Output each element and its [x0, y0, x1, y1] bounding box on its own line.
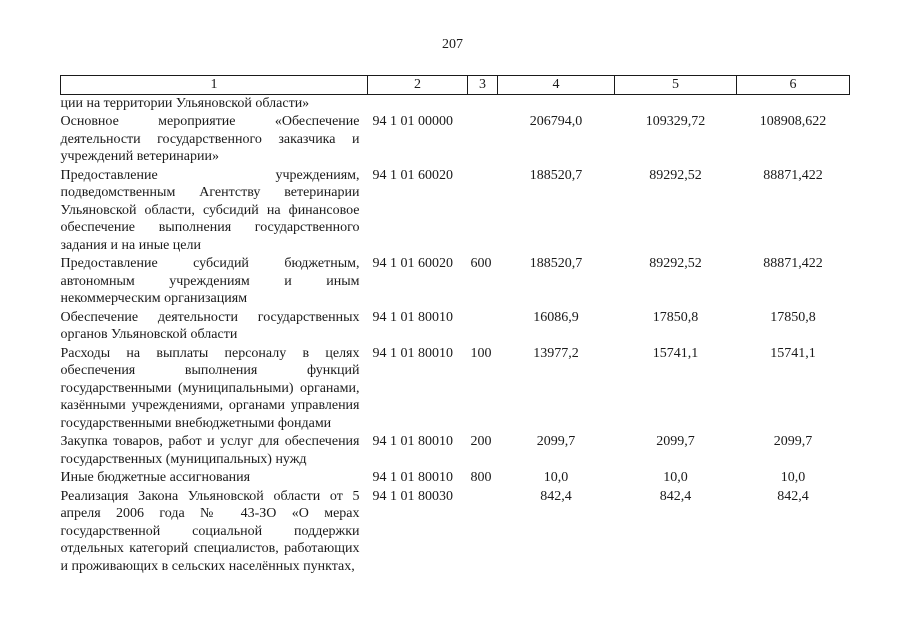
table-row	[61, 94, 850, 113]
row-amount-col6: 15741,1	[770, 345, 816, 361]
table-row	[61, 469, 850, 488]
row-target-code	[368, 94, 468, 113]
row-amount-col6	[737, 94, 850, 113]
row-description: Предоставление учреждениям, подведомственным Агентству ветеринарии Ульяновской области, субсидий на финансовое обеспечение выполнения государственного задания и на иные цели	[60, 167, 360, 253]
table-row	[61, 167, 850, 256]
row-amount-col6: 10,0	[780, 470, 806, 485]
row-amount-col4: 842,4	[540, 488, 572, 504]
column-number: 1	[61, 76, 368, 95]
row-description: Иные бюджетные ассигнования	[60, 470, 251, 485]
table-row	[61, 309, 850, 345]
row-expense-type: 800	[470, 470, 492, 485]
row-target-code: 94 1 01 80030	[372, 488, 453, 504]
row-amount-col4: 206794,0	[529, 114, 583, 129]
row-target-code: 94 1 01 80010	[372, 470, 453, 485]
row-amount-col4: 16086,9	[533, 309, 579, 325]
row-target-code: 94 1 01 80010	[372, 345, 453, 361]
row-description: Закупка товаров, работ и услуг для обеспечения государственных (муниципальных) нужд	[60, 434, 360, 467]
row-amount-col5: 2099,7	[656, 434, 695, 449]
row-expense-type	[468, 113, 498, 167]
row-amount-col5: 89292,52	[649, 167, 702, 183]
row-amount-col5: 15741,1	[652, 345, 699, 361]
budget-table	[60, 75, 850, 576]
column-number-row	[61, 76, 850, 95]
row-amount-col6: 108908,622	[759, 114, 827, 129]
row-expense-type: 200	[470, 434, 492, 449]
page-number: 207	[442, 37, 463, 52]
row-target-code: 94 1 01 80010	[372, 309, 453, 325]
row-amount-col6: 88871,422	[763, 167, 823, 183]
row-target-code: 94 1 01 60020	[372, 256, 453, 271]
row-amount-col5	[615, 94, 737, 113]
row-amount-col4: 2099,7	[536, 434, 576, 449]
row-description: Реализация Закона Ульяновской области от 5 апреля 2006 года № 43-ЗО «О мерах государственной социальной поддержки отдельных категорий специалистов, работающих и проживающих в сельских населённых пунктах,	[60, 488, 360, 574]
table-row	[61, 345, 850, 434]
row-amount-col6: 2099,7	[773, 434, 813, 449]
row-expense-type	[468, 488, 498, 577]
table-row	[61, 113, 850, 167]
row-expense-type	[468, 309, 498, 345]
row-description: Обеспечение деятельности государственных органов Ульяновской области	[60, 309, 360, 342]
row-amount-col6: 842,4	[777, 488, 809, 504]
column-number: 5	[615, 76, 737, 95]
row-target-code: 94 1 01 80010	[372, 434, 453, 449]
row-amount-col6: 17850,8	[770, 309, 816, 325]
column-number: 2	[368, 76, 468, 95]
row-expense-type	[468, 167, 498, 256]
row-description: ции на территории Ульяновской области»	[60, 95, 310, 111]
row-amount-col4: 188520,7	[529, 256, 583, 271]
row-amount-col5: 10,0	[663, 470, 688, 485]
row-amount-col5: 109329,72	[645, 114, 706, 129]
table-row	[61, 433, 850, 469]
table-row	[61, 255, 850, 309]
row-amount-col5: 842,4	[659, 488, 692, 504]
row-target-code: 94 1 01 60020	[372, 167, 453, 183]
column-number: 4	[498, 76, 615, 95]
row-amount-col5: 17850,8	[652, 309, 699, 325]
column-number: 3	[468, 76, 498, 95]
table-row	[61, 488, 850, 577]
row-expense-type	[468, 94, 498, 113]
row-amount-col4: 188520,7	[529, 167, 583, 183]
column-number: 6	[737, 76, 850, 95]
row-description: Основное мероприятие «Обеспечение деятельности государственного заказчика и учреждений ветеринарии»	[60, 114, 360, 164]
row-expense-type: 100	[470, 345, 492, 361]
row-description: Расходы на выплаты персоналу в целях обеспечения выполнения функций государственными (муниципальными) органами, казёнными учреждениями, органами управления государственными внебюджетными фондами	[60, 345, 360, 431]
row-amount-col4: 13977,2	[533, 345, 579, 361]
row-target-code: 94 1 01 00000	[372, 114, 453, 129]
row-expense-type: 600	[470, 256, 492, 271]
row-amount-col4: 10,0	[543, 470, 569, 485]
row-amount-col6: 88871,422	[763, 256, 823, 271]
row-description: Предоставление субсидий бюджетным, автономным учреждениям и иным некоммерческим организациям	[60, 256, 360, 306]
row-amount-col4	[498, 94, 615, 113]
row-amount-col5: 89292,52	[649, 256, 702, 271]
